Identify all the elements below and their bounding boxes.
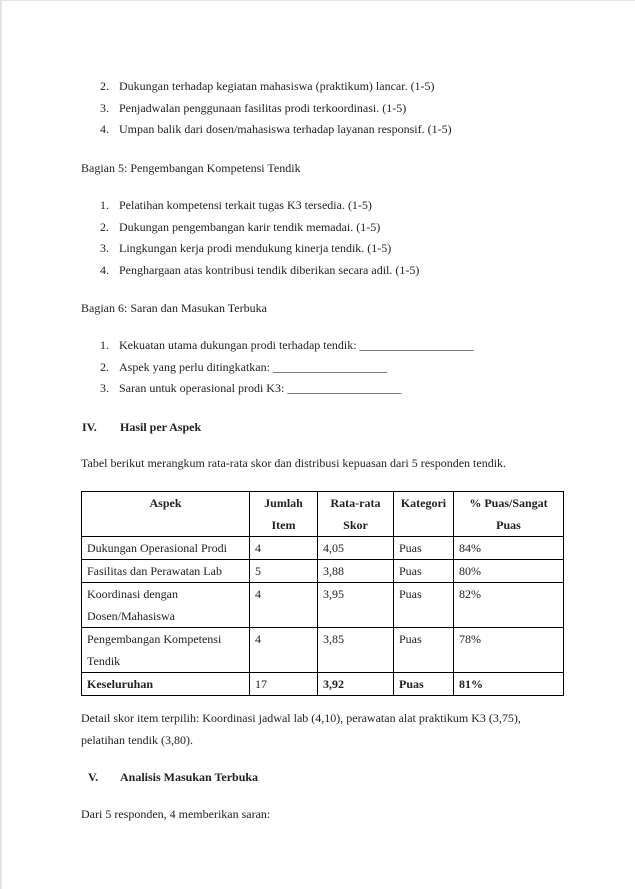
column-header: Aspek [82,492,250,537]
cell-aspek: Keseluruhan [82,673,250,696]
cell-aspek: Koordinasi dengan Dosen/Mahasiswa [82,583,250,628]
cell-kategori: Puas [394,583,454,628]
section-heading-iv [82,416,564,438]
table-total-row [82,673,564,696]
table-row [82,537,564,560]
cell-persen: 84% [454,537,564,560]
list-item: 2. Dukungan terhadap kegiatan mahasiswa (praktikum) lancar. (1-5) [100,79,435,93]
column-header: Jumlah Item [250,492,318,537]
cell-kategori: Puas [394,628,454,673]
list-item: 2. Dukungan pengembangan karir tendik memadai. (1-5) [100,219,381,234]
section5-intro: Dari 5 responden, 4 memberikan saran: [81,807,271,821]
cell-rata: 3,88 [318,560,394,583]
answer-blank: ___________________ [287,381,402,395]
answer-blank: ___________________ [272,359,387,374]
section-heading-v [88,766,564,788]
cell-aspek: Pengembangan Kompetensi Tendik [82,628,250,673]
cell-rata: 3,95 [318,583,394,628]
cell-persen: 81% [454,673,564,696]
bagian5-list [81,195,563,281]
results-table [81,491,564,696]
section4-intro: Tabel berikut merangkum rata-rata skor dan distribusi kepuasan dari 5 responden tendik. [81,456,507,470]
list-item: 4. Penghargaan atas kontribusi tendik diberikan secara adil. (1-5) [100,262,420,277]
cell-rata: 4,05 [318,537,394,560]
list-item: 1. Pelatihan kompetensi terkait tugas K3 tersedia. (1-5) [100,198,372,212]
list-item: 1. Kekuatan utama dukungan prodi terhadap tendik: ___________________ [100,338,474,352]
table-row [82,628,564,673]
cell-kategori: Puas [394,560,454,583]
cell-jumlah: 4 [250,583,318,628]
cell-persen: 80% [454,560,564,583]
section-number: V. [88,770,99,784]
cell-aspek: Dukungan Operasional Prodi [82,537,250,560]
table-row [82,560,564,583]
cell-kategori: Puas [394,673,454,696]
section-title: Analisis Masukan Terbuka [120,770,259,784]
list-item: 3. Lingkungan kerja prodi mendukung kinerja tendik. (1-5) [100,241,392,255]
bagian4-list [81,76,563,141]
table-row [82,583,564,628]
section4-detail: Detail skor item terpilih: Koordinasi jadwal lab (4,10), perawatan alat praktikum K3 (3,75), pelatihan tendik (3,80). [81,711,521,747]
column-header: % Puas/Sangat Puas [454,492,564,537]
cell-rata: 3,85 [318,628,394,673]
column-header: Rata-rata Skor [318,492,394,537]
cell-persen: 78% [454,628,564,673]
cell-persen: 82% [454,583,564,628]
cell-aspek: Fasilitas dan Perawatan Lab [82,560,250,583]
section-number: IV. [82,420,97,434]
bagian5-title: Bagian 5: Pengembangan Kompetensi Tendik [81,161,301,175]
list-item: 3. Saran untuk operasional prodi K3: ___________________ [100,381,402,395]
cell-jumlah: 4 [250,628,318,673]
section-title: Hasil per Aspek [120,420,202,434]
bagian6-list [81,335,563,400]
table-header-row [82,492,564,537]
column-header: Kategori [394,492,454,537]
cell-jumlah: 17 [250,673,318,696]
list-item: 2. Aspek yang perlu ditingkatkan: ___________________ [100,359,387,374]
cell-kategori: Puas [394,537,454,560]
cell-jumlah: 5 [250,560,318,583]
list-item: 4. Umpan balik dari dosen/mahasiswa terhadap layanan responsif. (1-5) [100,122,452,136]
bagian6-title: Bagian 6: Saran dan Masukan Terbuka [81,301,267,315]
cell-jumlah: 4 [250,537,318,560]
cell-rata: 3,92 [318,673,394,696]
answer-blank: ___________________ [359,338,474,352]
list-item: 3. Penjadwalan penggunaan fasilitas prodi terkoordinasi. (1-5) [100,100,407,115]
